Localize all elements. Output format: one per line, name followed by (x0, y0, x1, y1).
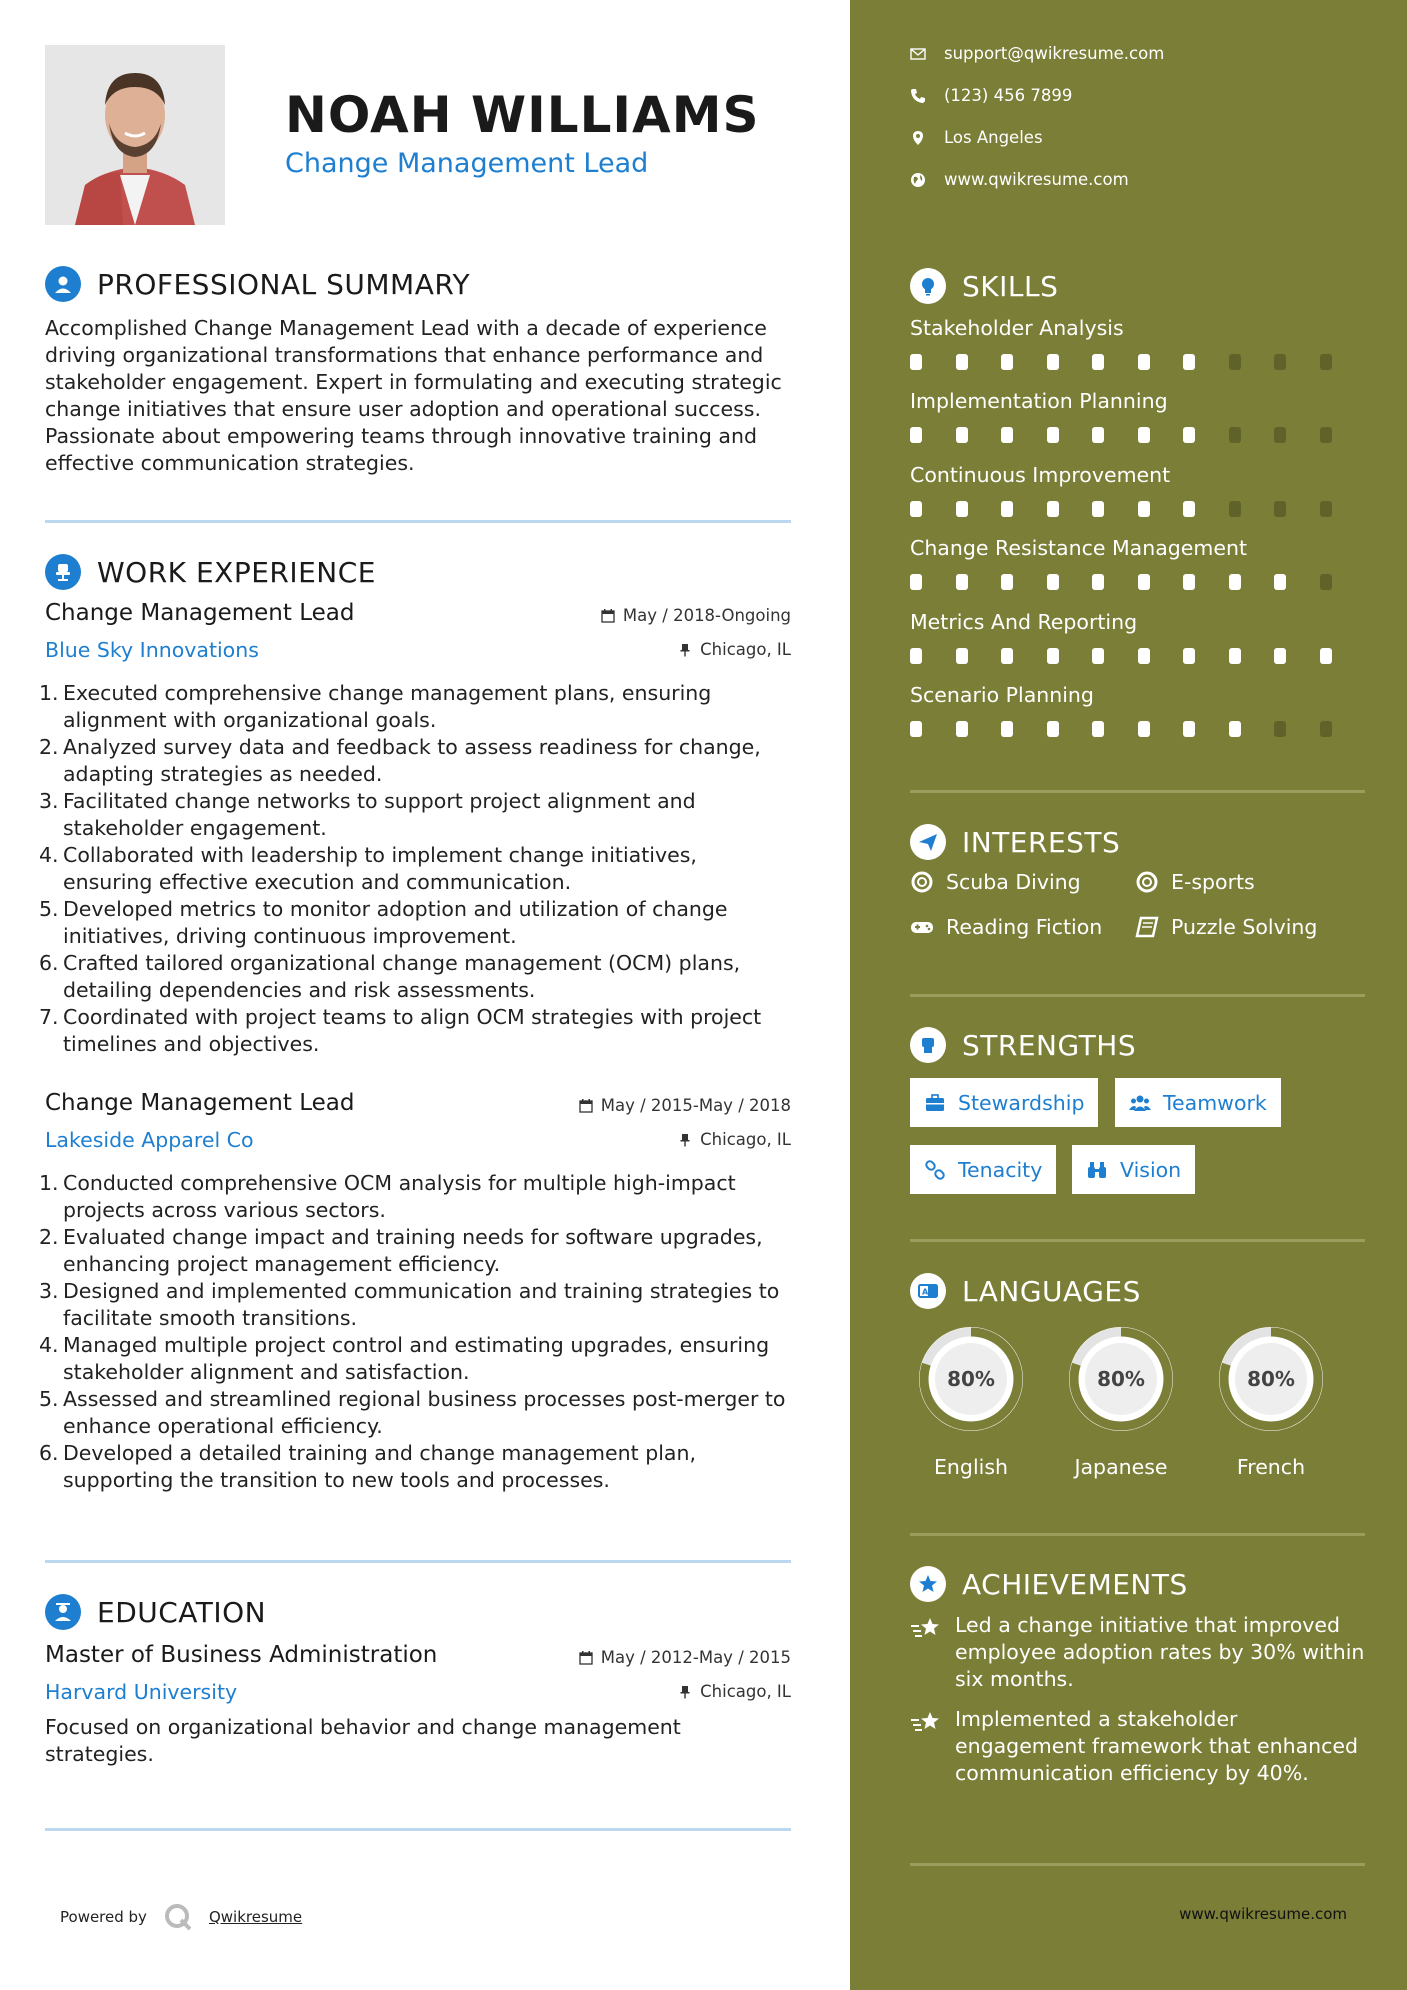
rating-dot-empty (1274, 427, 1286, 443)
rating-dot-filled (1092, 427, 1104, 443)
rating-dot-filled (956, 574, 968, 590)
skill-name: Stakeholder Analysis (910, 316, 1124, 340)
rating-dot-filled (1138, 501, 1150, 517)
calendar-icon (601, 609, 615, 623)
pin-icon (678, 1685, 692, 1699)
rating-dot-filled (1001, 501, 1013, 517)
languages-heading (910, 1273, 1141, 1309)
job-entry (39, 1090, 791, 1510)
rating-dot-filled (910, 648, 922, 664)
skill-rating (910, 721, 1365, 737)
language-item (1059, 1317, 1183, 1479)
office-chair-icon (45, 554, 81, 590)
rating-dot-filled (956, 354, 968, 370)
list-item: 1. Conducted comprehensive OCM analysis for multiple high-impact projects across various sectors. (39, 1171, 736, 1222)
section-divider (910, 994, 1365, 997)
section-divider (910, 1533, 1365, 1536)
skill-item (910, 536, 1365, 590)
work-heading (45, 554, 376, 590)
list-item: 3. Designed and implemented communication and training strategies to facilitate smooth transitions. (39, 1279, 780, 1330)
skill-name: Continuous Improvement (910, 463, 1171, 487)
skill-rating (910, 354, 1365, 370)
user-circle-icon (45, 266, 81, 302)
language-item (909, 1317, 1033, 1479)
rating-dot-empty (1320, 354, 1332, 370)
interest-item: E-sports (1135, 870, 1255, 894)
job-title: Change Management Lead (45, 1090, 355, 1116)
book-icon (1135, 916, 1159, 938)
qwikresume-logo-icon (163, 1902, 193, 1932)
rating-dot-filled (1092, 574, 1104, 590)
education-heading (45, 1594, 266, 1630)
star-badge-icon (910, 1566, 946, 1602)
list-item: 5. Developed metrics to monitor adoption and utilization of change initiatives, driving continuous improvement. (39, 897, 728, 948)
calendar-icon (579, 1099, 593, 1113)
skill-item (910, 316, 1365, 370)
summary-heading (45, 266, 470, 302)
strength-tag: Stewardship (910, 1078, 1098, 1127)
rating-dot-filled (1092, 648, 1104, 664)
rating-dot-filled (1047, 501, 1059, 517)
language-name: English (933, 1455, 1009, 1479)
education-title: EDUCATION (97, 1595, 267, 1629)
contact-email: support@qwikresume.com (910, 44, 1164, 63)
rating-dot-empty (1229, 354, 1241, 370)
list-item: 4. Managed multiple project control and estimating upgrades, ensuring stakeholder alignment and satisfaction. (39, 1333, 770, 1384)
strength-tag: Vision (1072, 1145, 1195, 1194)
contact-website: www.qwikresume.com (910, 170, 1129, 189)
skills-title: SKILLS (962, 269, 1059, 303)
work-title: WORK EXPERIENCE (97, 555, 376, 589)
section-divider (910, 790, 1365, 793)
education-date: May / 2012-May / 2015 (579, 1648, 791, 1667)
footer-website[interactable]: www.qwikresume.com (1179, 1905, 1347, 1923)
pin-icon (678, 643, 692, 657)
globe-icon (910, 172, 926, 188)
section-divider (45, 1560, 791, 1563)
interest-item: Reading Fiction (910, 915, 1102, 939)
rating-dot-filled (1183, 721, 1195, 737)
rating-dot-filled (910, 427, 922, 443)
rating-dot-filled (1183, 501, 1195, 517)
rating-dot-filled (956, 648, 968, 664)
section-divider (910, 1239, 1365, 1242)
rating-dot-filled (1138, 721, 1150, 737)
contact-location: Los Angeles (910, 128, 1043, 147)
summary-title: PROFESSIONAL SUMMARY (97, 267, 471, 301)
skill-item (910, 610, 1365, 664)
life-ring-icon (1135, 871, 1159, 893)
languages-title: LANGUAGES (962, 1274, 1141, 1308)
job-date: May / 2015-May / 2018 (579, 1096, 791, 1115)
rating-dot-filled (910, 574, 922, 590)
strengths-heading (910, 1027, 1136, 1063)
powered-by (60, 1902, 302, 1932)
svg-text:A: A (922, 1287, 929, 1297)
lightbulb-icon (910, 268, 946, 304)
rating-dot-filled (1229, 721, 1241, 737)
job-company: Blue Sky Innovations (45, 638, 259, 662)
rating-dot-filled (1092, 721, 1104, 737)
life-ring-icon (910, 871, 934, 893)
education-location: Chicago, IL (678, 1682, 791, 1701)
rating-dot-filled (1001, 354, 1013, 370)
rating-dot-filled (1229, 648, 1241, 664)
language-progress-ring (1209, 1317, 1333, 1441)
list-item: 7. Coordinated with project teams to align OCM strategies with project timelines and objectives. (39, 1005, 762, 1056)
achievements-title: ACHIEVEMENTS (962, 1567, 1188, 1601)
interests-title: INTERESTS (962, 825, 1121, 859)
list-item: 4. Collaborated with leadership to implement change initiatives, ensuring effective execution and communication. (39, 843, 697, 894)
paper-plane-icon (910, 824, 946, 860)
rating-dot-empty (1320, 427, 1332, 443)
svg-text:80%: 80% (1247, 1367, 1295, 1391)
gamepad-icon (910, 916, 934, 938)
rating-dot-filled (1138, 427, 1150, 443)
skill-name: Change Resistance Management (910, 536, 1248, 560)
rating-dot-filled (1229, 574, 1241, 590)
list-item: 1. Executed comprehensive change management plans, ensuring alignment with organizational goals. (39, 681, 712, 732)
rating-dot-filled (1047, 574, 1059, 590)
pin-icon (678, 1133, 692, 1147)
link-icon (924, 1159, 946, 1181)
rating-dot-filled (1092, 501, 1104, 517)
job-title: Change Management Lead (45, 600, 355, 626)
rating-dot-empty (1320, 501, 1332, 517)
rating-dot-empty (1274, 721, 1286, 737)
rating-dot-filled (1183, 427, 1195, 443)
skill-item (910, 389, 1365, 443)
job-entry (39, 600, 791, 1060)
language-progress-ring (909, 1317, 1033, 1441)
language-name: Japanese (1074, 1455, 1168, 1479)
job-company: Lakeside Apparel Co (45, 1128, 254, 1152)
shooting-star-icon (910, 1614, 942, 1642)
rating-dot-filled (1001, 427, 1013, 443)
rating-dot-filled (1047, 354, 1059, 370)
skill-item (910, 463, 1365, 517)
phone-icon (910, 88, 926, 104)
school-name: Harvard University (45, 1680, 238, 1704)
list-item: 2. Analyzed survey data and feedback to assess readiness for change, adapting strategies as needed. (39, 735, 761, 786)
fist-icon (910, 1027, 946, 1063)
map-marker-icon (910, 130, 926, 146)
rating-dot-empty (1320, 574, 1332, 590)
rating-dot-filled (1001, 721, 1013, 737)
rating-dot-filled (1183, 354, 1195, 370)
degree-title: Master of Business Administration (45, 1642, 438, 1668)
language-name: French (1236, 1455, 1306, 1479)
list-item: 6. Developed a detailed training and change management plan, supporting the transition to new tools and processes. (39, 1441, 696, 1492)
skill-item (910, 683, 1365, 737)
rating-dot-filled (1138, 574, 1150, 590)
achievement-item: Led a change initiative that improved employee adoption rates by 30% within six months. (910, 1612, 1365, 1693)
skill-name: Scenario Planning (910, 683, 1094, 707)
candidate-role: Change Management Lead (285, 148, 649, 179)
briefcase-icon (924, 1092, 946, 1114)
profile-photo (45, 45, 225, 225)
interest-item: Scuba Diving (910, 870, 1081, 894)
rating-dot-filled (956, 721, 968, 737)
brand-link[interactable]: Qwikresume (208, 1908, 303, 1926)
skill-rating (910, 648, 1365, 664)
powered-by-label: Powered by (60, 1908, 147, 1926)
binoculars-icon (1086, 1159, 1108, 1181)
skill-name: Implementation Planning (910, 389, 1168, 413)
skill-rating (910, 427, 1365, 443)
rating-dot-filled (1092, 354, 1104, 370)
rating-dot-filled (1274, 648, 1286, 664)
list-item: 2. Evaluated change impact and training needs for software upgrades, enhancing project management efficiency. (39, 1225, 763, 1276)
users-icon (1129, 1092, 1151, 1114)
rating-dot-filled (1183, 574, 1195, 590)
graduate-icon (45, 1594, 81, 1630)
calendar-icon (579, 1651, 593, 1665)
skill-rating (910, 574, 1365, 590)
list-item: 5. Assessed and streamlined regional business processes post-merger to enhance operational efficiency. (39, 1387, 786, 1438)
job-responsibilities (39, 1170, 791, 1494)
rating-dot-filled (1001, 574, 1013, 590)
rating-dot-filled (1138, 648, 1150, 664)
job-date: May / 2018-Ongoing (601, 606, 791, 625)
job-location: Chicago, IL (678, 1130, 791, 1149)
skills-heading (910, 268, 1058, 304)
rating-dot-filled (1274, 574, 1286, 590)
list-item: 6. Crafted tailored organizational change management (OCM) plans, detailing dependencies and risk assessments. (39, 951, 741, 1002)
list-item: 3. Facilitated change networks to support project alignment and stakeholder engagement. (39, 789, 696, 840)
strengths-title: STRENGTHS (962, 1028, 1137, 1062)
rating-dot-filled (1047, 648, 1059, 664)
contact-phone: (123) 456 7899 (910, 86, 1072, 105)
job-responsibilities (39, 680, 791, 1058)
skill-rating (910, 501, 1365, 517)
svg-text:80%: 80% (947, 1367, 995, 1391)
rating-dot-filled (1047, 427, 1059, 443)
rating-dot-empty (1274, 501, 1286, 517)
achievements-heading (910, 1566, 1188, 1602)
rating-dot-empty (1320, 721, 1332, 737)
rating-dot-filled (1138, 354, 1150, 370)
rating-dot-filled (910, 721, 922, 737)
interests-heading (910, 824, 1120, 860)
section-divider (45, 520, 791, 523)
rating-dot-empty (1229, 501, 1241, 517)
envelope-icon (910, 46, 926, 62)
svg-text:80%: 80% (1097, 1367, 1145, 1391)
shooting-star-icon (910, 1708, 942, 1736)
candidate-name: NOAH WILLIAMS (285, 86, 760, 144)
rating-dot-filled (1047, 721, 1059, 737)
rating-dot-filled (1001, 648, 1013, 664)
section-divider (910, 1863, 1365, 1866)
rating-dot-filled (910, 354, 922, 370)
rating-dot-filled (910, 501, 922, 517)
interest-item: Puzzle Solving (1135, 915, 1317, 939)
rating-dot-filled (1183, 648, 1195, 664)
section-divider (45, 1828, 791, 1831)
rating-dot-empty (1274, 354, 1286, 370)
strength-tag: Teamwork (1115, 1078, 1281, 1127)
language-progress-ring (1059, 1317, 1183, 1441)
rating-dot-filled (1320, 648, 1332, 664)
job-location: Chicago, IL (678, 640, 791, 659)
rating-dot-filled (956, 427, 968, 443)
summary-text: Accomplished Change Management Lead with a decade of experience driving organizational transformations that enhance performance and stakeholder engagement. Expert in formulating and executing strategic change initiatives that ensure user adoption and operational success. Passionate about empowering teams through innovative training and effective communication strategies. (45, 316, 782, 475)
language-icon (910, 1273, 946, 1309)
rating-dot-empty (1229, 427, 1241, 443)
skill-name: Metrics And Reporting (910, 610, 1138, 634)
sidebar (850, 0, 1407, 1990)
achievement-item: Implemented a stakeholder engagement framework that enhanced communication efficiency by 40%. (910, 1706, 1365, 1787)
rating-dot-filled (956, 501, 968, 517)
strength-tag: Tenacity (910, 1145, 1056, 1194)
education-text: Focused on organizational behavior and change management strategies. (45, 1715, 681, 1766)
language-item (1209, 1317, 1333, 1479)
